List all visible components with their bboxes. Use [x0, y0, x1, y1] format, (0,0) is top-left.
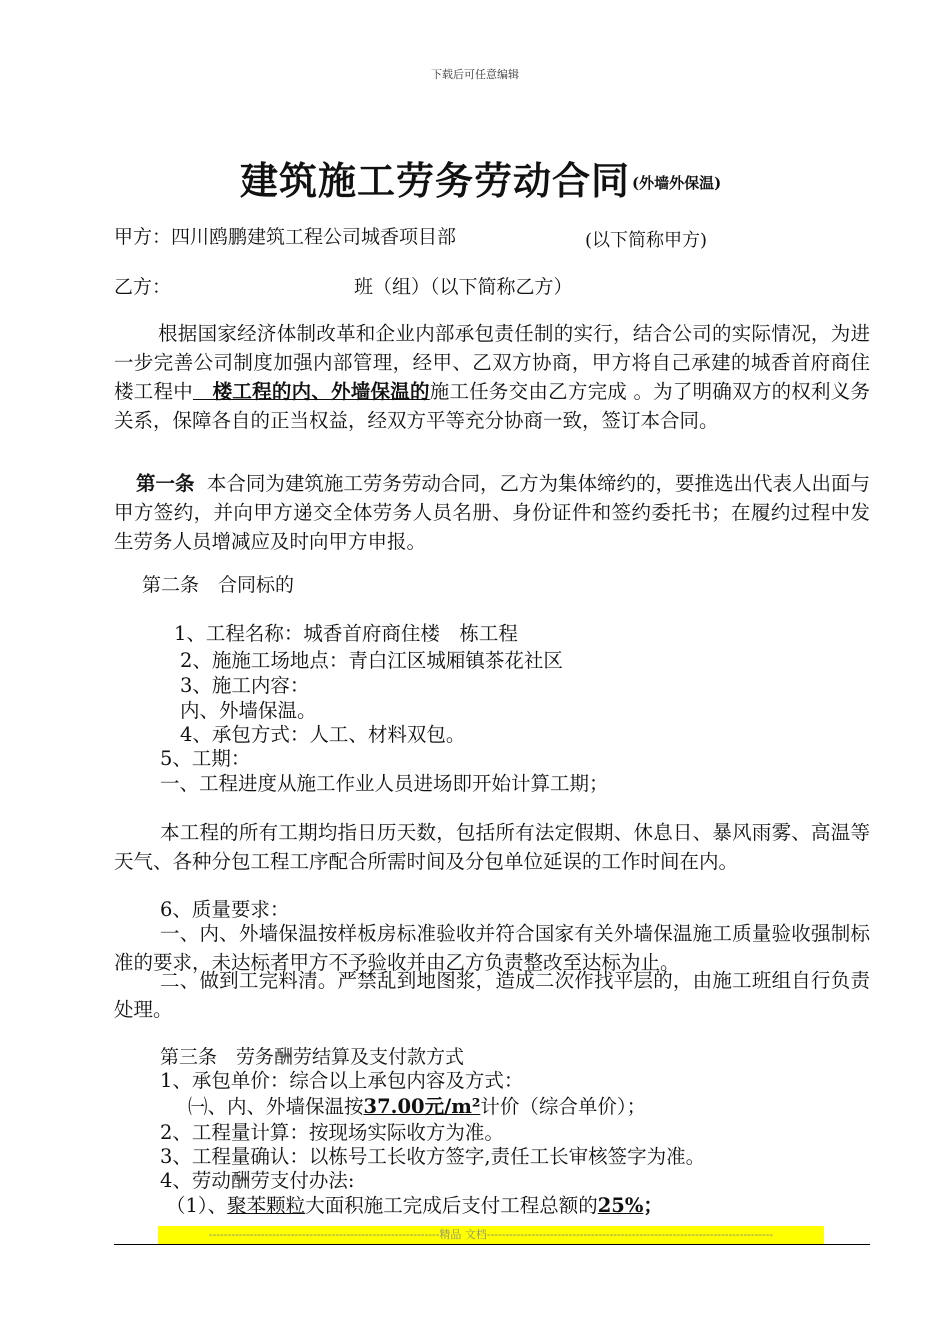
article3-item3: 3、工程量确认：以栋号工长收方签字,责任工长审核签字为准。 [160, 1145, 706, 1168]
party-b: 乙方： [114, 276, 172, 298]
price-suffix: 计价（综合单价）； [480, 1095, 647, 1118]
party-a-note: (以下简称甲方) [585, 230, 708, 251]
article3-heading: 第三条 劳务酬劳结算及支付款方式 [160, 1046, 465, 1068]
party-b-note: 班（组）（以下简称乙方） [354, 276, 573, 298]
article3-item4a [166, 1191, 663, 1220]
article1-text: 本合同为建筑施工劳务劳动合同，乙方为集体缔约的，要推选出代表人出面与甲方签约，并向甲方递交全体劳务人员名册、身份证件和签约委托书；在履约过程中发生劳务人员增减应及时向甲方申报。 [114, 472, 870, 553]
article1-paragraph [114, 469, 870, 556]
title-note: (外墙外保温) [632, 174, 722, 192]
article1-heading: 第一条 [136, 472, 195, 495]
article2-item3: 3、施工内容： [180, 674, 310, 697]
intro-part1: 根据国家经济体制改革和企业内部承包责任制的实行，结合公司的实际情况，为进一步完善公司制度加强内部管理，经甲、乙双方协商，甲方将自己承建的城香首府商住楼工程中 [114, 322, 870, 403]
payment-mid: 大面积施工完成后支付工程总额的 [305, 1194, 598, 1217]
footer-highlight: --------------------------------------------------------------精品 文档----------------------------------------------------------------------------- [158, 1226, 824, 1244]
footer-divider [114, 1244, 870, 1245]
article2-item2: 2、施施工场地点：青白江区城厢镇茶花社区 [180, 649, 563, 672]
article3-item2: 2、工程量计算：按现场实际收方为准。 [160, 1121, 504, 1144]
payment-percent: 25% [597, 1194, 644, 1217]
payment-material: 聚苯颗粒 [227, 1194, 306, 1217]
intro-paragraph [114, 319, 870, 435]
article3-item1: 1、承包单价：综合以上承包内容及方式： [160, 1069, 524, 1092]
article2-item6a: 一、内、外墙保温按样板房标准验收并符合国家有关外墙保温施工质量验收强制标准的要求，未达标者甲方不予验收并由乙方负责整改至达标为止。 [114, 922, 870, 974]
article2-item3b: 内、外墙保温。 [180, 699, 317, 722]
header-note: 下载后可任意编辑 [431, 68, 519, 81]
article2-item1: 1、工程名称：城香首府商住楼 栋工程 [174, 622, 518, 645]
unit-price: 37.00元/m² [363, 1095, 481, 1118]
article2-item4: 4、承包方式：人工、材料双包。 [180, 723, 466, 746]
article2-item6: 6、质量要求： [160, 898, 290, 921]
party-a: 甲方：四川鸥鹏建筑工程公司城香项目部 [114, 226, 457, 248]
article3-item1a [188, 1092, 646, 1121]
article3-item4: 4、劳动酬劳支付办法: [160, 1169, 355, 1192]
article2-item5a: 一、工程进度从施工作业人员进场即开始计算工期； [160, 772, 609, 795]
article2-item6b: 二、做到工完料清。严禁乱到地图浆，造成二次作找平层的，由施工班组自行负责处理。 [114, 969, 870, 1021]
intro-underlined: 楼工程的内、外墙保温的 [192, 380, 430, 403]
payment-prefix: （1）、 [166, 1194, 228, 1217]
article2-item5b: 本工程的所有工期均指日历天数，包括所有法定假期、休息日、暴风雨雾、高温等天气、各种分包工程工序配合所需时间及分包单位延误的工作时间在内。 [114, 821, 870, 873]
price-prefix: ㈠、内、外墙保温按 [188, 1095, 364, 1118]
article2-item5: 5、工期： [160, 747, 251, 770]
article2-heading: 第二条 合同标的 [142, 574, 295, 596]
payment-end: ； [643, 1194, 663, 1217]
intro-part2: 施工任务交由乙方完成 。为了明确双方的权利义务关系，保障各自的正当权益，经双方平等充分协商一致，签订本合同。 [114, 380, 870, 432]
contract-title: 建筑施工劳务劳动合同 [240, 158, 631, 203]
